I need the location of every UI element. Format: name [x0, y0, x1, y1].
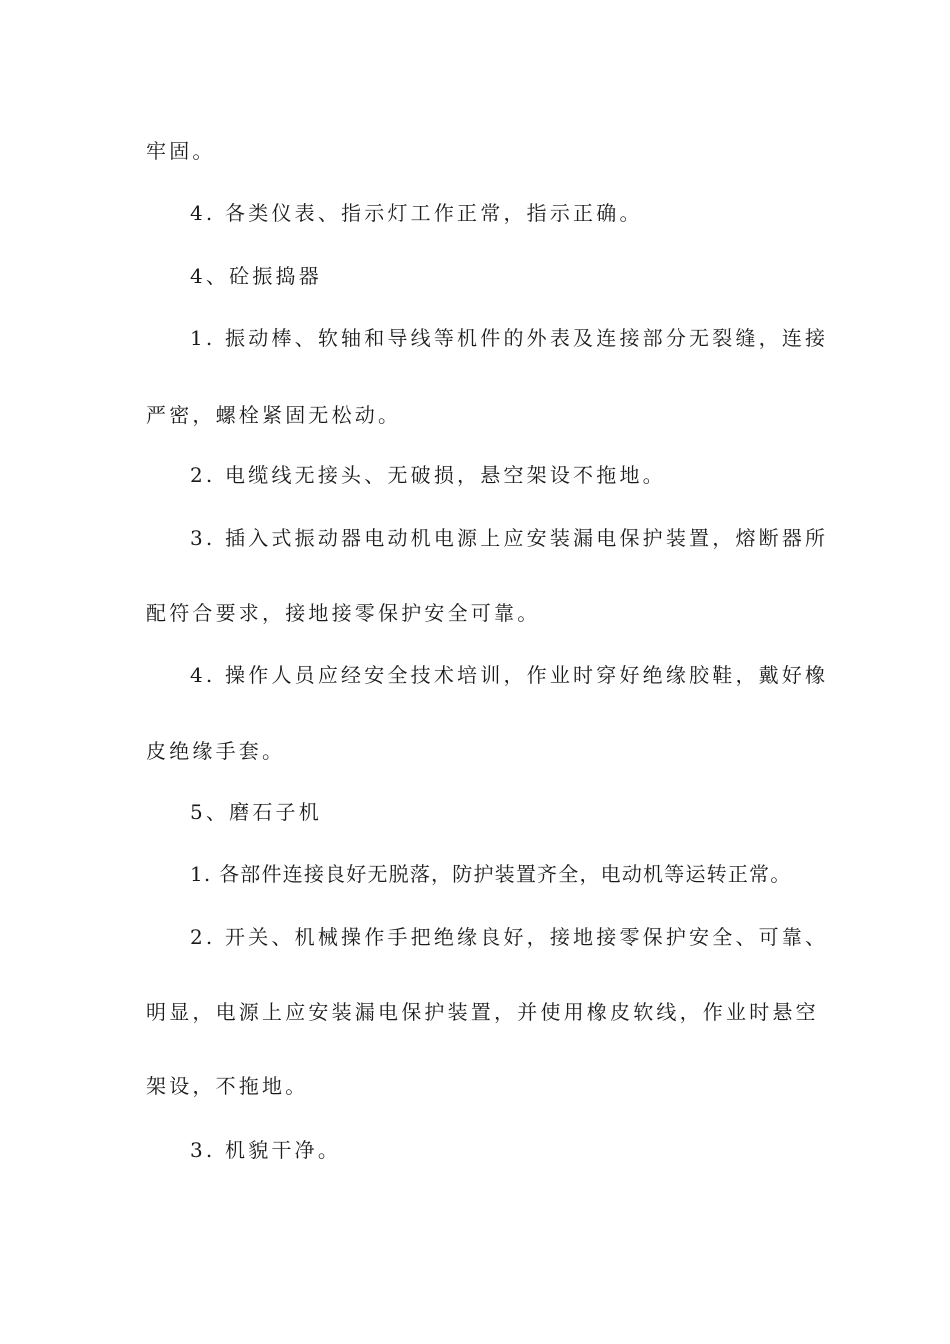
list-item: 2. 开关、机械操作手把绝缘良好，接地接零保护安全、可靠、 — [190, 925, 829, 949]
paragraph-continuation: 架设，不拖地。 — [146, 1074, 309, 1098]
list-item: 3. 机貌干净。 — [190, 1138, 342, 1162]
list-item: 2. 电缆线无接头、无破损，悬空架设不拖地。 — [190, 463, 666, 487]
list-item: 4. 各类仪表、指示灯工作正常，指示正确。 — [190, 201, 643, 225]
paragraph-continuation: 牢固。 — [146, 139, 216, 163]
list-item: 4. 操作人员应经安全技术培训，作业时穿好绝缘胶鞋，戴好橡 — [190, 663, 829, 687]
paragraph-continuation: 明显，电源上应安装漏电保护装置，并使用橡皮软线，作业时悬空 — [146, 1000, 819, 1024]
paragraph-continuation: 皮绝缘手套。 — [146, 739, 286, 763]
section-heading: 5、磨石子机 — [190, 800, 322, 824]
list-item: 3. 插入式振动器电动机电源上应安装漏电保护装置，熔断器所 — [190, 526, 829, 550]
list-item: 1. 振动棒、软轴和导线等机件的外表及连接部分无裂缝，连接 — [190, 326, 829, 350]
list-item: 1. 各部件连接良好无脱落，防护装置齐全，电动机等运转正常。 — [190, 862, 792, 886]
paragraph-continuation: 严密，螺栓紧固无松动。 — [146, 403, 402, 427]
section-heading: 4、砼振捣器 — [190, 264, 322, 288]
paragraph-continuation: 配符合要求，接地接零保护安全可靠。 — [146, 601, 541, 625]
